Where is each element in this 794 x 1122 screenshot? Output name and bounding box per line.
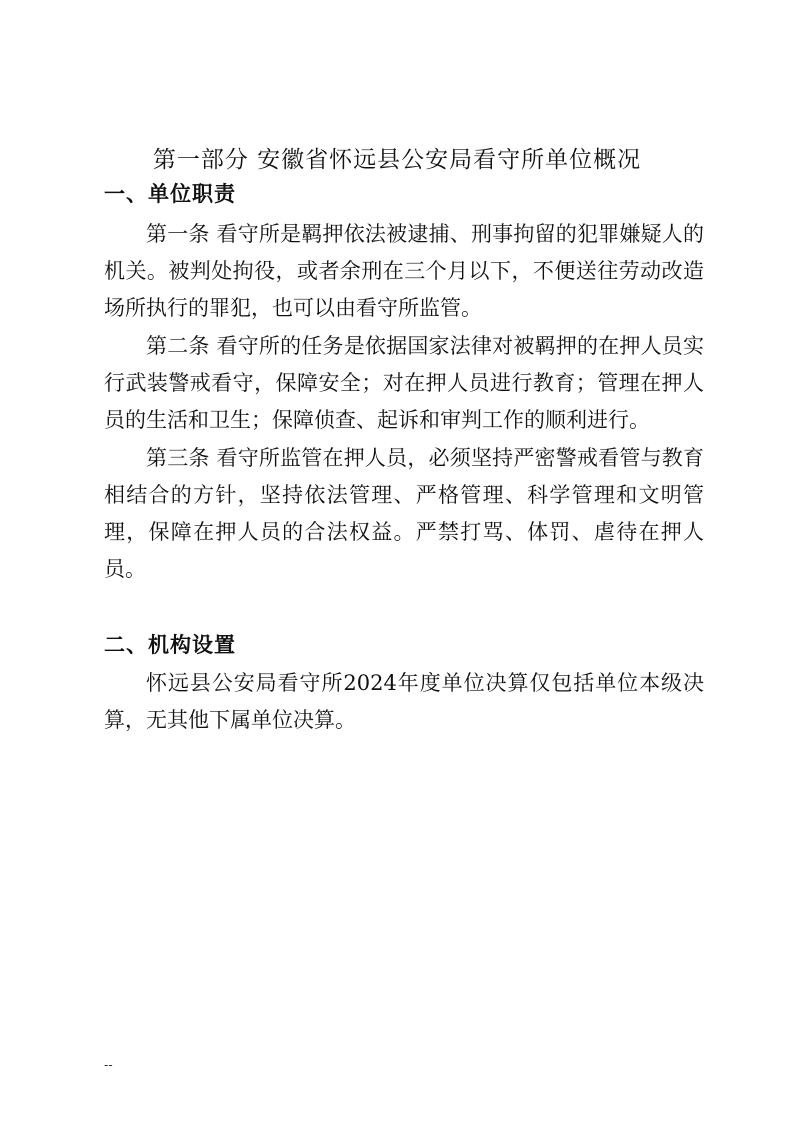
organization-paragraph: 怀远县公安局看守所2024年度单位决算仅包括单位本级决算，无其他下属单位决算。 bbox=[104, 671, 704, 732]
footer-mark: -- bbox=[104, 1058, 113, 1072]
section-heading-duties: 一、单位职责 bbox=[104, 182, 236, 206]
document-title: 第一部分 安徽省怀远县公安局看守所单位概况 bbox=[152, 147, 642, 173]
section-heading-organization: 二、机构设置 bbox=[104, 633, 236, 657]
article-paragraph: 第一条 看守所是羁押依法被逮捕、刑事拘留的犯罪嫌疑人的机关。被判处拘役，或者余刑在三个月以下，不便送往劳动改造场所执行的罪犯，也可以由看守所监管。 bbox=[104, 222, 704, 320]
article-paragraph: 第三条 看守所监管在押人员，必须坚持严密警戒看管与教育相结合的方针，坚持依法管理、严格管理、科学管理和文明管理，保障在押人员的合法权益。严禁打骂、体罚、虐待在押人员。 bbox=[104, 446, 704, 581]
article-paragraph: 第二条 看守所的任务是依据国家法律对被羁押的在押人员实行武装警戒看守，保障安全；对在押人员进行教育；管理在押人员的生活和卫生；保障侦查、起诉和审判工作的顺利进行。 bbox=[104, 334, 704, 432]
